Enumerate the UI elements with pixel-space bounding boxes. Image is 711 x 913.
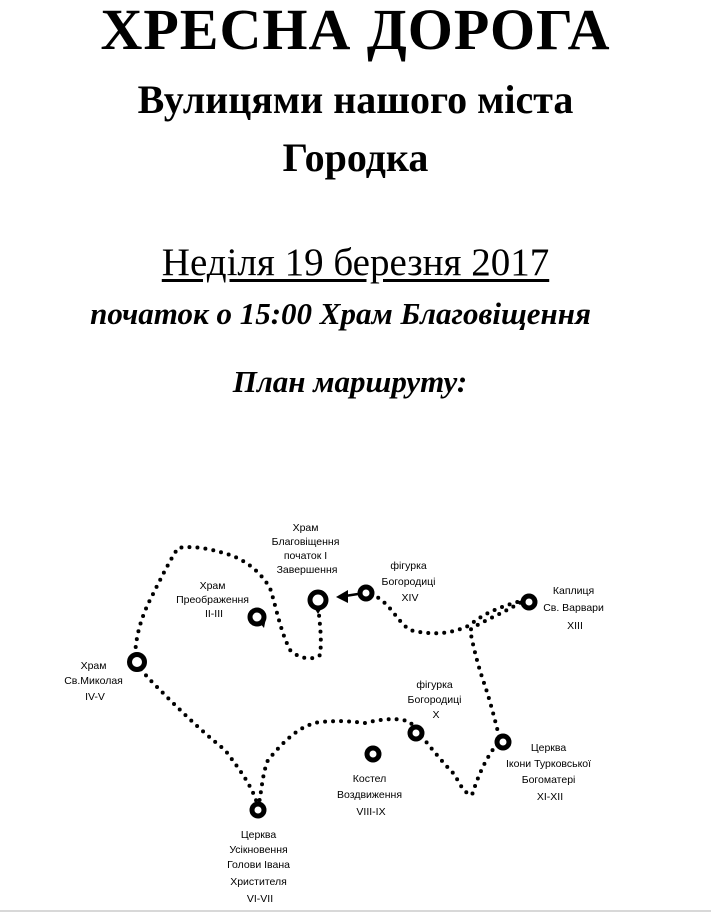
- stop-blagovishchennia: [310, 592, 326, 614]
- bottom-divider: [0, 910, 711, 912]
- map-pin-icon: [310, 592, 326, 608]
- event-date: Неділя 19 березня 2017: [161, 241, 550, 284]
- stop-usiknovennia-marker: [252, 804, 264, 816]
- label-kostel: Костел Воздвиження VIII-IX: [337, 773, 403, 818]
- stop-mykolaia-marker: [130, 655, 145, 670]
- page-title: ХРЕСНА ДОРОГА: [100, 0, 611, 62]
- label-mykolaia: Храм Св.Миколая IV-V: [64, 660, 123, 703]
- route-path: [135, 547, 525, 808]
- stop-preobrazhennia: [250, 610, 266, 628]
- label-figurka-xiv: фігурка Богородиці XIV: [381, 560, 436, 604]
- stop-tserkva-ikony-marker: [497, 736, 509, 748]
- stop-figurka-xiv-marker: [360, 587, 372, 599]
- label-kaplytsia: Каплиця Св. Варвари XIII: [543, 585, 604, 632]
- label-blagovishchennia: Храм Благовіщення початок I Завершення: [271, 522, 340, 576]
- label-preobrazhennia: Храм Преображення II-III: [176, 580, 249, 620]
- label-usiknovennia: Церква Усікновення Голови Івана Христителя VI-VII: [227, 829, 290, 905]
- stop-figurka-x-marker: [410, 727, 422, 739]
- stop-kostel-marker: [367, 748, 379, 760]
- map-pin-tip: [313, 606, 323, 614]
- start-time: початок о 15:00 Храм Благовіщення: [90, 296, 591, 331]
- subtitle-line-2: Городка: [282, 135, 429, 180]
- route-plan-heading: План маршруту:: [232, 364, 468, 399]
- label-figurka-x: фігурка Богородиці X: [407, 679, 462, 721]
- direction-arrow-head: [336, 590, 348, 603]
- stop-kaplytsia-marker: [523, 596, 535, 608]
- label-tserkva-ikony: Церква Ікони Турковської Богоматері XI-XII: [506, 742, 592, 803]
- subtitle-line-1: Вулицями нашого міста: [137, 77, 574, 122]
